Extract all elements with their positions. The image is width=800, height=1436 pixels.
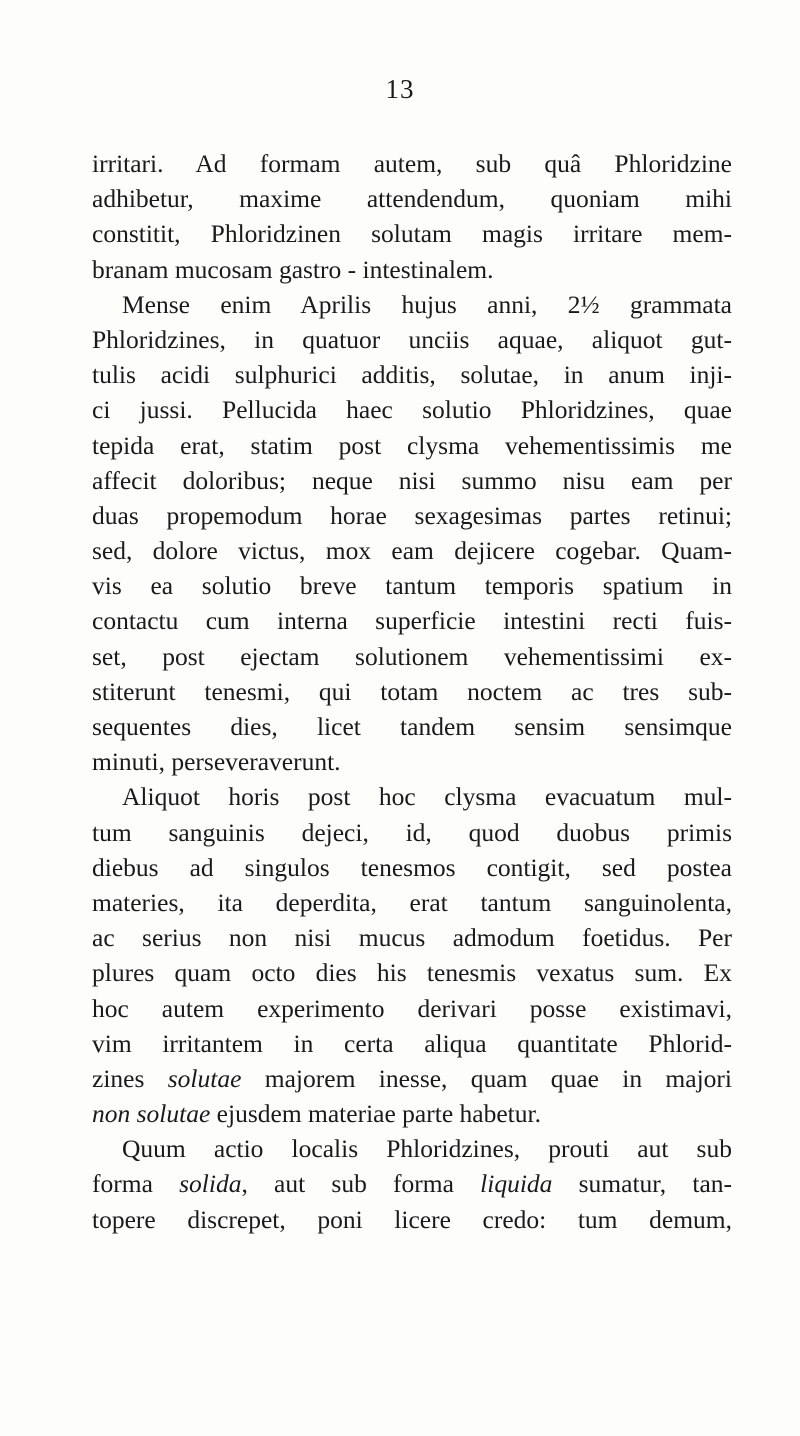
text-line: affecit doloribus; neque nisi summo nisu eam per bbox=[92, 465, 732, 495]
text-line: duas propemodum horae sexagesimas partes retinui; bbox=[92, 500, 732, 530]
text-line: plures quam octo dies his tenesmis vexatus sum. Ex bbox=[92, 958, 732, 988]
text-line: constitit, Phloridzinen solutam magis irritare mem- bbox=[92, 219, 732, 249]
text-line: irritari. Ad formam autem, sub quâ Phloridzine bbox=[92, 149, 732, 178]
text-line: minuti, perseveraverunt. bbox=[92, 747, 341, 777]
paragraph-start-line: Mense enim Aprilis hujus anni, 2½ grammata bbox=[122, 289, 732, 319]
text-line: set, post ejectam solutionem vehementissimi ex- bbox=[92, 641, 732, 671]
text-line: contactu cum interna superficie intestini recti fuis- bbox=[92, 606, 732, 636]
text-line: tulis acidi sulphurici additis, solutae, in anum inji- bbox=[92, 360, 732, 390]
body-text bbox=[92, 146, 732, 1237]
text-line: zines solutae majorem inesse, quam quae in majori bbox=[92, 1063, 732, 1093]
paragraph-start-line: Aliquot horis post hoc clysma evacuatum mul- bbox=[122, 782, 732, 812]
text-line: ac serius non nisi mucus admodum foetidus. Per bbox=[92, 923, 732, 953]
page-number: 13 bbox=[385, 74, 415, 104]
text-line: diebus ad singulos tenesmos contigit, sed postea bbox=[92, 852, 732, 882]
text-line: branam mucosam gastro - intestinalem. bbox=[92, 254, 494, 284]
text-line: hoc autem experimento derivari posse existimavi, bbox=[92, 993, 732, 1023]
text-line: forma solida, aut sub forma liquida sumatur, tan- bbox=[92, 1169, 732, 1199]
paragraph-start-line: Quum actio localis Phloridzines, prouti aut sub bbox=[122, 1134, 732, 1164]
text-line: ci jussi. Pellucida haec solutio Phloridzines, quae bbox=[92, 395, 732, 425]
text-line: non solutae ejusdem materiae parte habetur. bbox=[92, 1099, 541, 1129]
text-line: tum sanguinis dejeci, id, quod duobus primis bbox=[92, 817, 732, 847]
text-line: tepida erat, statim post clysma vehementissimis me bbox=[92, 430, 732, 460]
text-line: topere discrepet, poni licere credo: tum demum, bbox=[92, 1204, 732, 1234]
text-line: adhibetur, maxime attendendum, quoniam mihi bbox=[92, 184, 732, 214]
text-line: sequentes dies, licet tandem sensim sensimque bbox=[92, 712, 732, 741]
text-line: vis ea solutio breve tantum temporis spatium in bbox=[92, 571, 732, 601]
text-line: vim irritantem in certa aliqua quantitate Phlorid- bbox=[92, 1028, 732, 1058]
text-line: sed, dolore victus, mox eam dejicere cogebar. Quam- bbox=[92, 536, 732, 566]
text-line: Phloridzines, in quatuor unciis aquae, aliquot gut- bbox=[92, 324, 732, 354]
text-line: materies, ita deperdita, erat tantum sanguinolenta, bbox=[92, 887, 732, 917]
text-line: stiterunt tenesmi, qui totam noctem ac tres sub- bbox=[92, 676, 732, 706]
